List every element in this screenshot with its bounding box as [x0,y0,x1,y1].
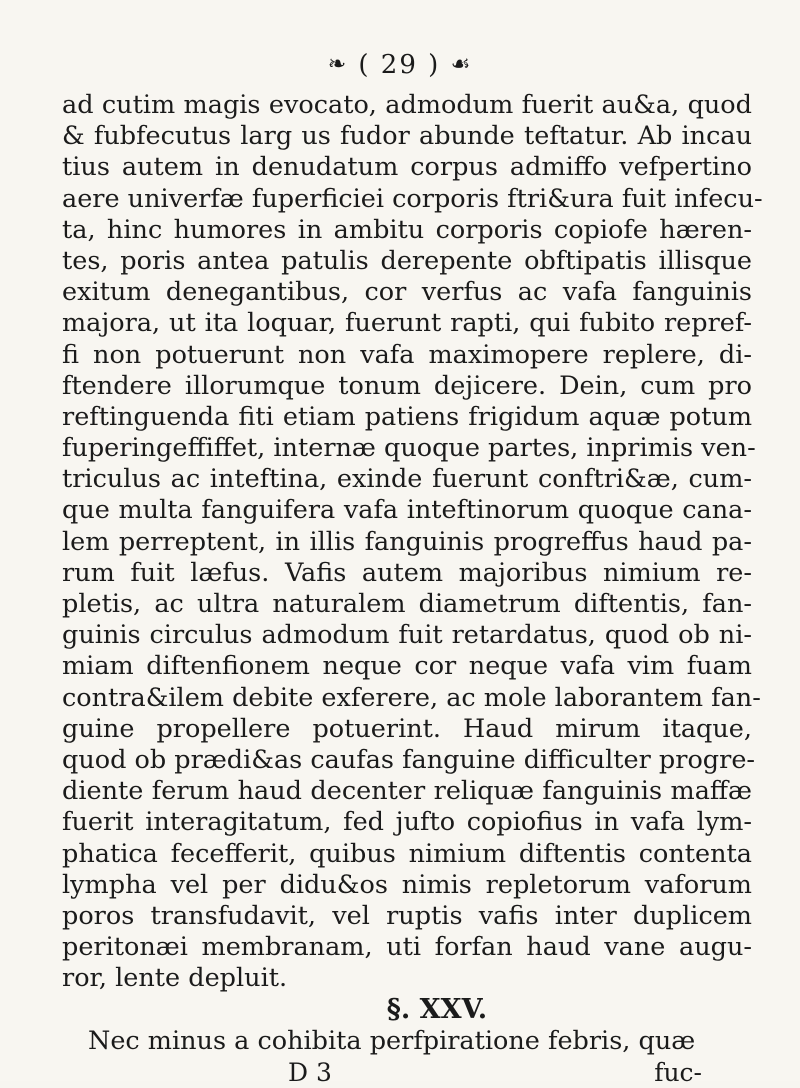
text-line: peritonæi membranam, uti forfan haud vane augu- [62,932,752,963]
text-line: contra&ilem debite exferere, ac mole laborantem fan- [62,682,761,713]
catchword: fuc- [654,1057,702,1087]
section-heading: §. XXV. [386,994,488,1026]
body-text [62,90,763,1088]
ornament-right-icon: ☙ [450,52,473,77]
text-line: ta, hinc humores in ambitu corporis copiofe hæren- [62,214,752,245]
ornament-left-icon: ❧ [327,52,349,77]
text-line: quod ob prædi&as caufas fanguine difficulter progre- [62,744,756,775]
text-line: fi non potuerunt non vafa maximopere replere, di- [62,339,752,370]
text-line: Nec minus a cohibita perfpiratione febris, quæ [88,1025,696,1056]
text-line: guinis circulus admodum fuit retardatus, quod ob ni- [62,620,752,651]
text-line: lem perreptent, in illis fanguinis progreffus haud pa- [62,526,752,557]
page-header [0,50,800,80]
text-line: ftendere illorumque tonum dejicere. Dein, cum pro [62,370,752,401]
page-footer [62,1057,752,1088]
text-line: poros transfudavit, vel ruptis vafis inter duplicem [62,900,752,931]
text-line: phatica fecefferit, quibus nimium diftentis contenta [62,838,752,869]
text-line: que multa fanguifera vafa inteftinorum quoque cana- [62,495,752,526]
text-line: tius autem in denudatum corpus admiffo vefpertino [62,152,752,183]
text-line: miam diftenfionem neque cor neque vafa vim fuam [62,651,752,682]
text-line: lympha vel per didu&os nimis repletorum vaforum [62,869,752,900]
text-line: ror, lente depluit. [62,963,288,994]
text-line: & fubfecutus larg us fudor abunde teftatur. Ab incau [62,121,752,152]
text-line: pletis, ac ultra naturalem diametrum diftentis, fan- [62,589,752,619]
text-line: reftinguenda fiti etiam patiens frigidum aquæ potum [62,401,752,432]
text-line: tes, poris antea patulis derepente obftipatis illisque [62,245,752,276]
text-line: aere univerfæ fuperficiei corporis ftri&ura fuit infecu- [62,183,763,214]
page-number: ( 29 ) [358,50,441,80]
text-line: fuerit interagitatum, fed jufto copiofius in vafa lym- [62,807,752,838]
text-line: rum fuit læfus. Vafis autem majoribus nimium re- [62,557,752,588]
text-line: ad cutim magis evocato, admodum fuerit au&a, quod [62,90,752,120]
text-line: majora, ut ita loquar, fuerunt rapti, qui fubito repref- [62,308,752,339]
text-line: exitum denegantibus, cor verfus ac vafa fanguinis [62,277,752,308]
text-line: diente ferum haud decenter reliquæ fanguinis maffæ [62,776,752,807]
text-line: fuperingeffiffet, internæ quoque partes, inprimis ven- [62,433,756,464]
text-line: triculus ac inteftina, exinde fuerunt conftri&æ, cum- [62,464,752,495]
signature-mark: D 3 [288,1057,332,1087]
text-line: guine propellere potuerint. Haud mirum itaque, [62,713,752,744]
